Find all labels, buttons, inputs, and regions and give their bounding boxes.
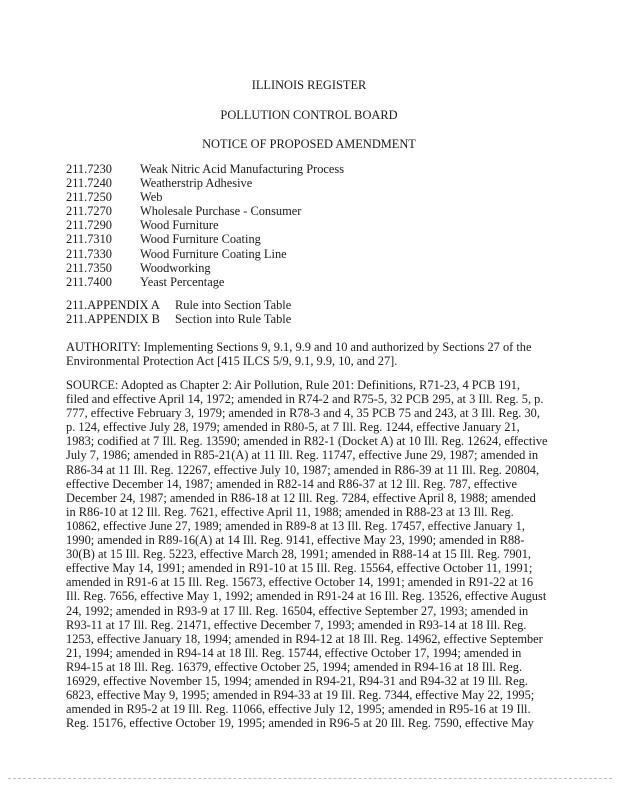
section-title: Wood Furniture	[140, 218, 219, 233]
authority-line: Environmental Protection Act [415 ILCS 5/9, 9.1, 9.9, 10, and 27].	[66, 354, 398, 369]
source-line: amended in R91-6 at 15 Ill. Reg. 15673, effective October 14, 1991; amended in R91-22 at 16	[66, 575, 534, 590]
source-line: Ill. Reg. 7656, effective May 1, 1992; amended in R91-24 at 16 Ill. Reg. 13526, effective August	[66, 589, 547, 604]
section-number: 211.7250	[66, 190, 113, 205]
section-title: Wood Furniture Coating Line	[140, 246, 287, 261]
section-title: Wholesale Purchase - Consumer	[140, 204, 302, 219]
section-item	[66, 261, 344, 275]
section-title: Woodworking	[140, 260, 211, 275]
source-line: in R86-10 at 12 Ill. Reg. 7621, effective April 11, 1988; amended in R88-23 at 13 Ill. Reg.	[66, 504, 514, 519]
source-line: 24, 1992; amended in R93-9 at 17 Ill. Reg. 16504, effective September 27, 1993; amended in	[66, 603, 529, 618]
section-item	[66, 190, 344, 204]
section-item	[66, 204, 344, 218]
section-title: Weatherstrip Adhesive	[140, 176, 253, 191]
section-title: Yeast Percentage	[140, 274, 225, 289]
section-title: Weak Nitric Acid Manufacturing Process	[140, 162, 345, 176]
source-line: 1990; amended in R89-16(A) at 14 Ill. Reg. 9141, effective May 23, 1990; amended in R88-	[66, 533, 525, 548]
section-number: 211.7400	[66, 274, 113, 289]
source-line: SOURCE: Adopted as Chapter 2: Air Pollution, Rule 201: Definitions, R71-23, 4 PCB 191,	[66, 378, 520, 392]
source-line: 1983; codified at 7 Ill. Reg. 13590; amended in R82-1 (Docket A) at 10 Ill. Reg. 12624, effective	[66, 434, 548, 449]
source-line: filed and effective April 14, 1972; amended in R74-2 and R75-5, 32 PCB 295, at 3 Ill. Reg. 5, p.	[66, 392, 544, 407]
source-line: effective December 14, 1987; amended in R82-14 and R86-37 at 12 Ill. Reg. 787, effective	[66, 476, 517, 491]
authority-paragraph	[66, 340, 536, 368]
notice-title: NOTICE OF PROPOSED AMENDMENT	[202, 137, 416, 151]
section-item	[66, 247, 344, 261]
source-line: 10862, effective June 27, 1989; amended in R89-8 at 13 Ill. Reg. 17457, effective January 1,	[66, 518, 525, 533]
section-item	[66, 218, 344, 232]
page-bottom-rule	[8, 778, 612, 779]
section-number: 211.7230	[66, 162, 113, 176]
section-list	[66, 162, 344, 289]
section-number: 211.7270	[66, 204, 113, 219]
section-number: 211.7240	[66, 176, 113, 191]
source-line: R86-34 at 11 Ill. Reg. 12267, effective July 10, 1987; amended in R86-39 at 11 Ill. Reg. 20804,	[66, 462, 540, 477]
appendix-title: Section into Rule Table	[175, 312, 292, 327]
appendix-title: Rule into Section Table	[175, 298, 292, 312]
source-line: 1253, effective January 18, 1994; amended in R94-12 at 18 Ill. Reg. 14962, effective September	[66, 631, 543, 646]
register-title: ILLINOIS REGISTER	[251, 78, 367, 92]
source-paragraph	[66, 378, 548, 731]
source-line: December 24, 1987; amended in R86-18 at 12 Ill. Reg. 7284, effective April 8, 1988; amended	[66, 490, 536, 505]
section-title: Wood Furniture Coating	[140, 232, 261, 247]
section-item	[66, 162, 344, 176]
source-line: 777, effective February 3, 1979; amended in R78-3 and 4, 35 PCB 75 and 243, at 3 Ill. Reg. 30,	[66, 406, 540, 421]
source-line: July 7, 1986; amended in R85-21(A) at 11 Ill. Reg. 11747, effective June 29, 1987; amended in	[66, 448, 539, 463]
source-line: 21, 1994; amended in R94-14 at 18 Ill. Reg. 15744, effective October 17, 1994; amended in	[66, 645, 522, 660]
section-number: 211.7350	[66, 260, 113, 275]
section-item	[66, 232, 344, 246]
section-title: Web	[140, 190, 163, 205]
authority-line: AUTHORITY: Implementing Sections 9, 9.1, 9.9 and 10 and authorized by Sections 27 of the	[66, 340, 532, 354]
appendix-id: 211.APPENDIX B	[66, 312, 160, 327]
appendix-item	[66, 298, 291, 312]
appendix-list	[66, 298, 291, 326]
source-line: 6823, effective May 9, 1995; amended in R94-33 at 19 Ill. Reg. 7344, effective May 22, 1995;	[66, 688, 535, 703]
source-line: p. 124, effective July 28, 1979; amended in R80-5, at 7 Ill. Reg. 1244, effective January 21,	[66, 420, 520, 435]
source-line: effective May 14, 1991; amended in R91-10 at 15 Ill. Reg. 15564, effective October 11, 1991;	[66, 561, 533, 576]
section-number: 211.7290	[66, 218, 113, 233]
section-item	[66, 176, 344, 190]
section-item	[66, 275, 344, 289]
source-line: 16929, effective November 15, 1994; amended in R94-21, R94-31 and R94-32 at 19 Ill. Reg.	[66, 673, 528, 688]
appendix-id: 211.APPENDIX A	[66, 298, 160, 312]
source-line: 30(B) at 15 Ill. Reg. 5223, effective March 28, 1991; amended in R88-14 at 15 Ill. Reg. 7901,	[66, 547, 532, 562]
source-line: amended in R95-2 at 19 Ill. Reg. 11066, effective July 12, 1995; amended in R95-16 at 19 Ill.	[66, 702, 531, 717]
source-line: R93-11 at 17 Ill. Reg. 21471, effective December 7, 1993; amended in R93-14 at 18 Ill. Reg.	[66, 617, 527, 632]
source-line: R94-15 at 18 Ill. Reg. 16379, effective October 25, 1994; amended in R94-16 at 18 Ill. Reg.	[66, 659, 523, 674]
section-number: 211.7330	[66, 246, 113, 261]
appendix-item	[66, 312, 291, 326]
source-line: Reg. 15176, effective October 19, 1995; amended in R96-5 at 20 Ill. Reg. 7590, effective May	[66, 716, 534, 731]
board-title: POLLUTION CONTROL BOARD	[220, 108, 398, 122]
section-number: 211.7310	[66, 232, 113, 247]
